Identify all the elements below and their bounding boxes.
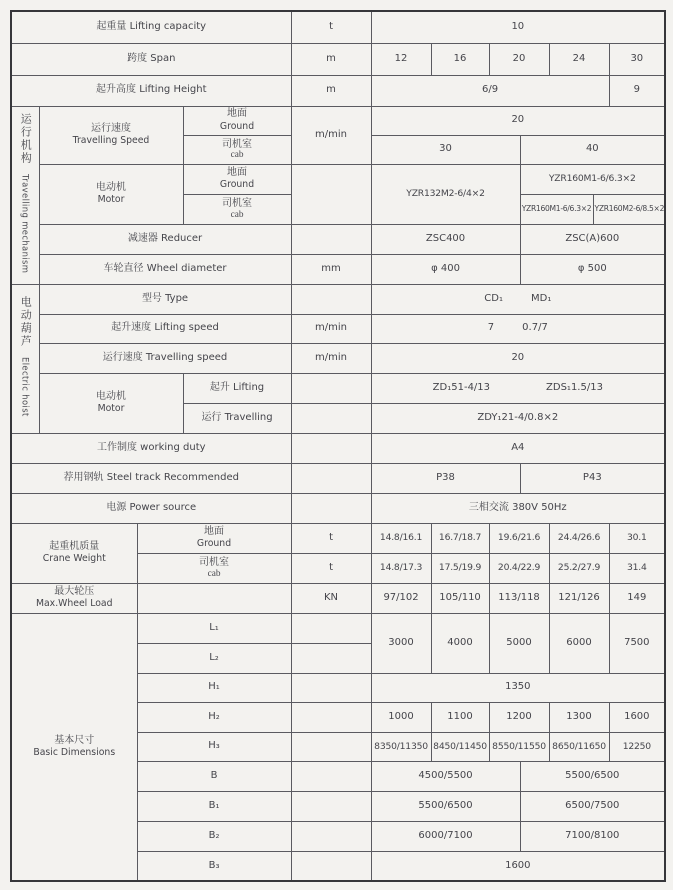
- label-en: Max.Wheel Load: [35, 598, 113, 610]
- value-text: ZDY₁21-4/0.8×2: [477, 411, 559, 423]
- travel-motor-right-top-value: [520, 164, 665, 194]
- sublabel-text: 起升 Lifting: [209, 381, 265, 393]
- dim-h2-v2: [489, 702, 549, 732]
- dim-h3-unit-empty: [291, 732, 371, 761]
- value-text: 30: [439, 143, 452, 155]
- working-duty-value: [371, 433, 665, 463]
- label-text: 工作制度 working duty: [96, 441, 206, 453]
- travel-motor-unit-empty: [291, 164, 371, 224]
- span-value-12: [371, 43, 431, 75]
- row-steel-track: [11, 463, 665, 493]
- section-electric-hoist: [11, 284, 39, 433]
- sublabel-en: cab: [207, 568, 221, 579]
- sublabel-en: Ground: [219, 179, 255, 191]
- basic-dimensions-label: [11, 613, 137, 881]
- value-text: 1600: [624, 710, 650, 722]
- label-zh: 运行速度: [91, 122, 131, 134]
- dim-l12-v2: [489, 613, 549, 673]
- max-wheel-load-v2: [489, 583, 549, 613]
- crane-weight-ground-v3: [549, 523, 609, 553]
- row-dim-l1: [11, 613, 665, 643]
- dim-h2-v0: [371, 702, 431, 732]
- value-text: 5500/6500: [565, 769, 620, 781]
- value-text: 5500/6500: [418, 799, 473, 811]
- working-duty-label: [11, 433, 291, 463]
- crane-weight-cab-v4: [609, 553, 665, 583]
- travel-motor-label: [39, 164, 183, 224]
- dim-h2-v3: [549, 702, 609, 732]
- span-unit: [291, 43, 371, 75]
- value-text: 6000/7100: [418, 829, 473, 841]
- value-text: 20: [511, 114, 525, 126]
- hoist-type-label: [39, 284, 291, 314]
- reducer-label-text: 减速器 Reducer: [127, 232, 203, 244]
- lifting-height-label: [11, 75, 291, 106]
- value-text: 24.4/26.6: [557, 532, 601, 544]
- hoist-motor-lifting-pair: [373, 382, 664, 395]
- value-text: 1600: [505, 859, 531, 871]
- crane-weight-ground-unit: [291, 523, 371, 553]
- dim-label-text: H₃: [208, 740, 220, 752]
- dim-b2-unit-empty: [291, 821, 371, 851]
- crane-weight-cab-sublabel: [137, 553, 291, 583]
- crane-weight-ground-v4: [609, 523, 665, 553]
- value-text: 10: [511, 21, 525, 32]
- label-en: Motor: [97, 403, 125, 415]
- crane-weight-cab-v3: [549, 553, 609, 583]
- label-en: Crane Weight: [42, 553, 106, 565]
- sublabel-en: Ground: [219, 120, 255, 132]
- value-text: 8650/11650: [552, 740, 606, 752]
- value-text: 105/110: [439, 591, 481, 603]
- travel-motor-cab-left-value: [520, 194, 593, 224]
- crane-weight-label: [11, 523, 137, 583]
- value-text: P38: [436, 471, 455, 483]
- value-text: 30.1: [626, 532, 647, 544]
- value-text: ZSC400: [425, 232, 466, 244]
- dim-h1-value: [371, 673, 665, 702]
- value-text: 24: [572, 52, 586, 64]
- row-max-wheel-load: [11, 583, 665, 613]
- lifting-height-value-main: [371, 75, 609, 106]
- sublabel-text: 运行 Travelling: [201, 411, 273, 423]
- wheel-diameter-right-value: [520, 254, 665, 284]
- lifting-capacity-label: [11, 11, 291, 43]
- value-text: 1100: [447, 710, 473, 722]
- sublabel-en: cab: [230, 209, 244, 220]
- value-text: 8550/11550: [492, 740, 546, 752]
- label-en: Motor: [97, 194, 125, 206]
- value-text: ZSC(A)600: [565, 232, 620, 244]
- value-text: 12: [394, 52, 408, 64]
- unit-text: m/min: [315, 351, 348, 363]
- value-text: 14.8/16.1: [379, 532, 423, 544]
- value-text: 97/102: [383, 591, 419, 603]
- value-text: 三相交流 380V 50Hz: [468, 501, 567, 513]
- lifting-height-label-text: 起升高度 Lifting Height: [96, 84, 207, 96]
- dim-b3-unit-empty: [291, 851, 371, 881]
- travel-motor-left-value: [371, 164, 520, 224]
- sublabel-zh: 司机室: [222, 138, 253, 150]
- value-text: φ 500: [577, 262, 607, 274]
- value-text: 20.4/22.9: [497, 562, 541, 574]
- dim-label-text: B₁: [208, 799, 220, 811]
- value-text: 17.5/19.9: [438, 562, 482, 574]
- travel-speed-cab-sublabel: [183, 135, 291, 164]
- row-hoist-travelling-speed: [11, 343, 665, 373]
- hoist-type-value: [371, 284, 665, 314]
- dim-b1-left: [371, 791, 520, 821]
- steel-track-label: [11, 463, 291, 493]
- unit-text: KN: [324, 591, 339, 603]
- dim-b1-unit-empty: [291, 791, 371, 821]
- label-zh: 电动机: [96, 181, 126, 193]
- crane-weight-ground-v0: [371, 523, 431, 553]
- unit-text: t: [329, 561, 333, 573]
- dim-h3-v2: [489, 732, 549, 761]
- electric-hoist-vlabel: [19, 296, 31, 417]
- working-duty-unit-empty: [291, 433, 371, 463]
- unit-text: t: [329, 21, 333, 32]
- span-label: [11, 43, 291, 75]
- dim-b1-right: [520, 791, 665, 821]
- power-source-label: [11, 493, 291, 523]
- dim-b-unit-empty: [291, 761, 371, 791]
- section-title-zh: 电动葫芦: [19, 295, 33, 348]
- dim-b2-label: [137, 821, 291, 851]
- value-text: YZR132M2-6/4×2: [406, 188, 485, 200]
- wheel-diameter-unit: [291, 254, 371, 284]
- row-power-source: [11, 493, 665, 523]
- dim-l1-unit-empty: [291, 613, 371, 643]
- value-text: 25.2/27.9: [557, 562, 601, 574]
- row-span: [11, 43, 665, 75]
- travel-speed-unit: [291, 106, 371, 164]
- row-wheel-diameter: [11, 254, 665, 284]
- value-text: 113/118: [498, 591, 540, 603]
- max-wheel-load-label: [11, 583, 137, 613]
- row-travel-speed-ground: [11, 106, 665, 135]
- value-text: YZR160M2-6/8.5×2: [594, 204, 665, 214]
- reducer-unit-empty: [291, 224, 371, 254]
- value-a: CD₁: [484, 292, 503, 304]
- value-text: 8450/11450: [433, 740, 487, 752]
- value-text: 6/9: [481, 84, 499, 96]
- unit-text: m: [326, 84, 336, 96]
- value-text: YZR160M1-6/6.3×2: [521, 204, 592, 214]
- max-wheel-load-v4: [609, 583, 665, 613]
- dim-h3-v3: [549, 732, 609, 761]
- value-text: 3000: [388, 636, 414, 648]
- reducer-left-value: [371, 224, 520, 254]
- crane-weight-cab-v2: [489, 553, 549, 583]
- lifting-capacity-value: [371, 11, 665, 43]
- section-title-en: Travelling mechanism: [20, 173, 31, 273]
- dim-h2-v1: [431, 702, 489, 732]
- dim-label-text: L₂: [209, 651, 219, 663]
- value-text: 1200: [506, 710, 532, 722]
- sublabel-zh: 司机室: [222, 198, 253, 210]
- lifting-capacity-label-text: 起重量 Lifting capacity: [96, 21, 207, 32]
- dim-label-text: B₂: [208, 829, 220, 841]
- value-text: P43: [582, 471, 602, 483]
- row-crane-weight-ground: [11, 523, 665, 553]
- crane-spec-table: [10, 10, 666, 882]
- travel-motor-cab-right-value: [593, 194, 665, 224]
- dim-label-text: B₃: [208, 859, 220, 871]
- dim-h3-v0: [371, 732, 431, 761]
- label-text: 荐用钢轨 Steel track Recommended: [63, 471, 239, 483]
- crane-weight-cab-unit: [291, 553, 371, 583]
- wheel-diameter-left-value: [371, 254, 520, 284]
- reducer-right-value: [520, 224, 665, 254]
- wheel-diameter-label-text: 车轮直径 Wheel diameter: [103, 262, 227, 274]
- dim-l2-unit-empty: [291, 643, 371, 673]
- row-working-duty: [11, 433, 665, 463]
- crane-weight-cab-v1: [431, 553, 489, 583]
- dim-l12-v3: [549, 613, 609, 673]
- crane-weight-ground-v1: [431, 523, 489, 553]
- value-text: 16: [453, 52, 467, 64]
- label-text: 电源 Power source: [106, 501, 197, 513]
- hoist-motor-label: [39, 373, 183, 433]
- row-travel-motor-ground: [11, 164, 665, 194]
- span-value-30: [609, 43, 665, 75]
- section-title-zh: 运行机构: [19, 112, 33, 165]
- span-value-16: [431, 43, 489, 75]
- value-text: 20: [511, 351, 525, 363]
- wheel-diameter-label: [39, 254, 291, 284]
- dim-b3-label: [137, 851, 291, 881]
- max-wheel-load-v0: [371, 583, 431, 613]
- sublabel-zh: 地面: [227, 166, 248, 178]
- value-text: 4000: [447, 636, 473, 648]
- value-b: 0.7/7: [522, 322, 548, 334]
- unit-text: m/min: [315, 128, 348, 140]
- value-text: A4: [511, 441, 525, 453]
- dim-h1-unit-empty: [291, 673, 371, 702]
- travel-speed-label: [39, 106, 183, 164]
- dim-b2-left: [371, 821, 520, 851]
- power-source-unit-empty: [291, 493, 371, 523]
- label-zh: 基本尺寸: [54, 734, 95, 746]
- span-value-24: [549, 43, 609, 75]
- crane-weight-ground-v2: [489, 523, 549, 553]
- hoist-type-pair: [373, 293, 664, 306]
- value-text: 7100/8100: [565, 829, 620, 841]
- dim-l12-v1: [431, 613, 489, 673]
- value-text: 31.4: [626, 562, 647, 574]
- crane-weight-cab-v0: [371, 553, 431, 583]
- value-text: YZR160M1-6/6.3×2: [548, 173, 636, 185]
- travel-speed-ground-value: [371, 106, 665, 135]
- row-hoist-motor-lifting: [11, 373, 665, 403]
- value-b: ZDS₁1.5/13: [546, 381, 603, 393]
- sublabel-zh: 司机室: [199, 557, 230, 569]
- hoist-lifting-speed-pair: [373, 322, 664, 335]
- sublabel-en: Ground: [196, 538, 232, 550]
- lifting-height-value-last: [609, 75, 665, 106]
- hoist-type-label-text: 型号 Type: [141, 292, 189, 304]
- value-text: 16.7/18.7: [438, 532, 482, 544]
- value-text: 12250: [622, 740, 651, 752]
- section-title-en: Electric hoist: [20, 356, 31, 417]
- travel-speed-cab-right: [520, 135, 665, 164]
- value-text: 6500/7500: [565, 799, 620, 811]
- max-wheel-load-v1: [431, 583, 489, 613]
- dim-b3-value: [371, 851, 665, 881]
- sublabel-en: cab: [230, 150, 244, 161]
- value-text: 5000: [506, 636, 532, 648]
- dim-h2-unit-empty: [291, 702, 371, 732]
- dim-b-left: [371, 761, 520, 791]
- label-text: 运行速度 Travelling speed: [102, 351, 228, 363]
- value-text: 1350: [505, 681, 531, 693]
- hoist-travelling-speed-unit: [291, 343, 371, 373]
- span-label-text: 跨度 Span: [127, 52, 176, 64]
- dim-l2-label: [137, 643, 291, 673]
- steel-track-right-value: [520, 463, 665, 493]
- value-text: 6000: [566, 636, 592, 648]
- value-text: 19.6/21.6: [497, 532, 541, 544]
- hoist-travelling-speed-value: [371, 343, 665, 373]
- hoist-motor-travelling-value: [371, 403, 665, 433]
- travel-motor-ground-sublabel: [183, 164, 291, 194]
- lifting-capacity-unit: [291, 11, 371, 43]
- dim-h1-label: [137, 673, 291, 702]
- dim-l1-label: [137, 613, 291, 643]
- travel-speed-ground-sublabel: [183, 106, 291, 135]
- dim-h3-label: [137, 732, 291, 761]
- value-text: 8350/11350: [374, 740, 428, 752]
- sublabel-zh: 地面: [227, 108, 248, 120]
- row-reducer: [11, 224, 665, 254]
- value-text: 20: [512, 52, 526, 64]
- hoist-motor-lifting-unit-empty: [291, 373, 371, 403]
- unit-text: m: [326, 52, 336, 64]
- power-source-value: [371, 493, 665, 523]
- label-zh: 最大轮压: [54, 585, 95, 597]
- hoist-lifting-speed-unit: [291, 314, 371, 343]
- dim-h2-label: [137, 702, 291, 732]
- travelling-mechanism-vlabel: [19, 113, 31, 273]
- dim-b-label: [137, 761, 291, 791]
- dim-label-text: H₁: [208, 681, 220, 693]
- label-en: Basic Dimensions: [33, 747, 116, 759]
- dim-l12-v0: [371, 613, 431, 673]
- hoist-motor-travelling-unit-empty: [291, 403, 371, 433]
- dim-b-right: [520, 761, 665, 791]
- value-a: 7: [487, 322, 495, 334]
- dim-l12-v4: [609, 613, 665, 673]
- hoist-lifting-speed-value: [371, 314, 665, 343]
- value-text: 7500: [624, 636, 650, 648]
- crane-weight-ground-sublabel: [137, 523, 291, 553]
- value-text: 30: [630, 52, 644, 64]
- span-value-20: [489, 43, 549, 75]
- steel-track-left-value: [371, 463, 520, 493]
- sublabel-zh: 地面: [204, 525, 225, 537]
- steel-track-unit-empty: [291, 463, 371, 493]
- value-text: 1000: [388, 710, 414, 722]
- hoist-motor-travelling-sublabel: [183, 403, 291, 433]
- travel-motor-cab-sublabel: [183, 194, 291, 224]
- label-text: 起升速度 Lifting speed: [111, 322, 219, 334]
- dim-h3-v1: [431, 732, 489, 761]
- hoist-type-unit-empty: [291, 284, 371, 314]
- value-text: 121/126: [558, 591, 600, 603]
- hoist-motor-lifting-sublabel: [183, 373, 291, 403]
- value-text: 149: [627, 591, 647, 603]
- value-a: ZD₁51-4/13: [432, 381, 491, 393]
- hoist-motor-lifting-value: [371, 373, 665, 403]
- unit-text: t: [329, 531, 333, 543]
- dim-label-text: H₂: [208, 710, 220, 722]
- unit-text: mm: [321, 262, 341, 274]
- hoist-travelling-speed-label: [39, 343, 291, 373]
- section-travelling-mechanism: [11, 106, 39, 284]
- dim-h2-v4: [609, 702, 665, 732]
- dim-label-text: L₁: [209, 621, 219, 633]
- label-zh: 起重机质量: [49, 540, 100, 552]
- value-text: 1300: [566, 710, 592, 722]
- dim-b1-label: [137, 791, 291, 821]
- hoist-lifting-speed-label: [39, 314, 291, 343]
- unit-text: m/min: [315, 322, 348, 334]
- row-lifting-height: [11, 75, 665, 106]
- dim-h3-v4: [609, 732, 665, 761]
- label-zh: 电动机: [96, 390, 126, 402]
- row-hoist-lifting-speed: [11, 314, 665, 343]
- max-wheel-load-v3: [549, 583, 609, 613]
- dim-label-text: B: [210, 769, 218, 781]
- value-text: φ 400: [431, 262, 460, 274]
- travel-speed-cab-left: [371, 135, 520, 164]
- max-wheel-load-sublabel-empty: [137, 583, 291, 613]
- dim-b2-right: [520, 821, 665, 851]
- row-lifting-capacity: [11, 11, 665, 43]
- value-text: 40: [585, 143, 599, 155]
- value-text: 4500/5500: [418, 769, 473, 781]
- reducer-label: [39, 224, 291, 254]
- row-hoist-type: [11, 284, 665, 314]
- max-wheel-load-unit: [291, 583, 371, 613]
- value-text: 9: [633, 84, 640, 96]
- value-b: MD₁: [530, 292, 552, 304]
- lifting-height-unit: [291, 75, 371, 106]
- label-en: Travelling Speed: [72, 135, 150, 147]
- value-text: 14.8/17.3: [379, 562, 423, 574]
